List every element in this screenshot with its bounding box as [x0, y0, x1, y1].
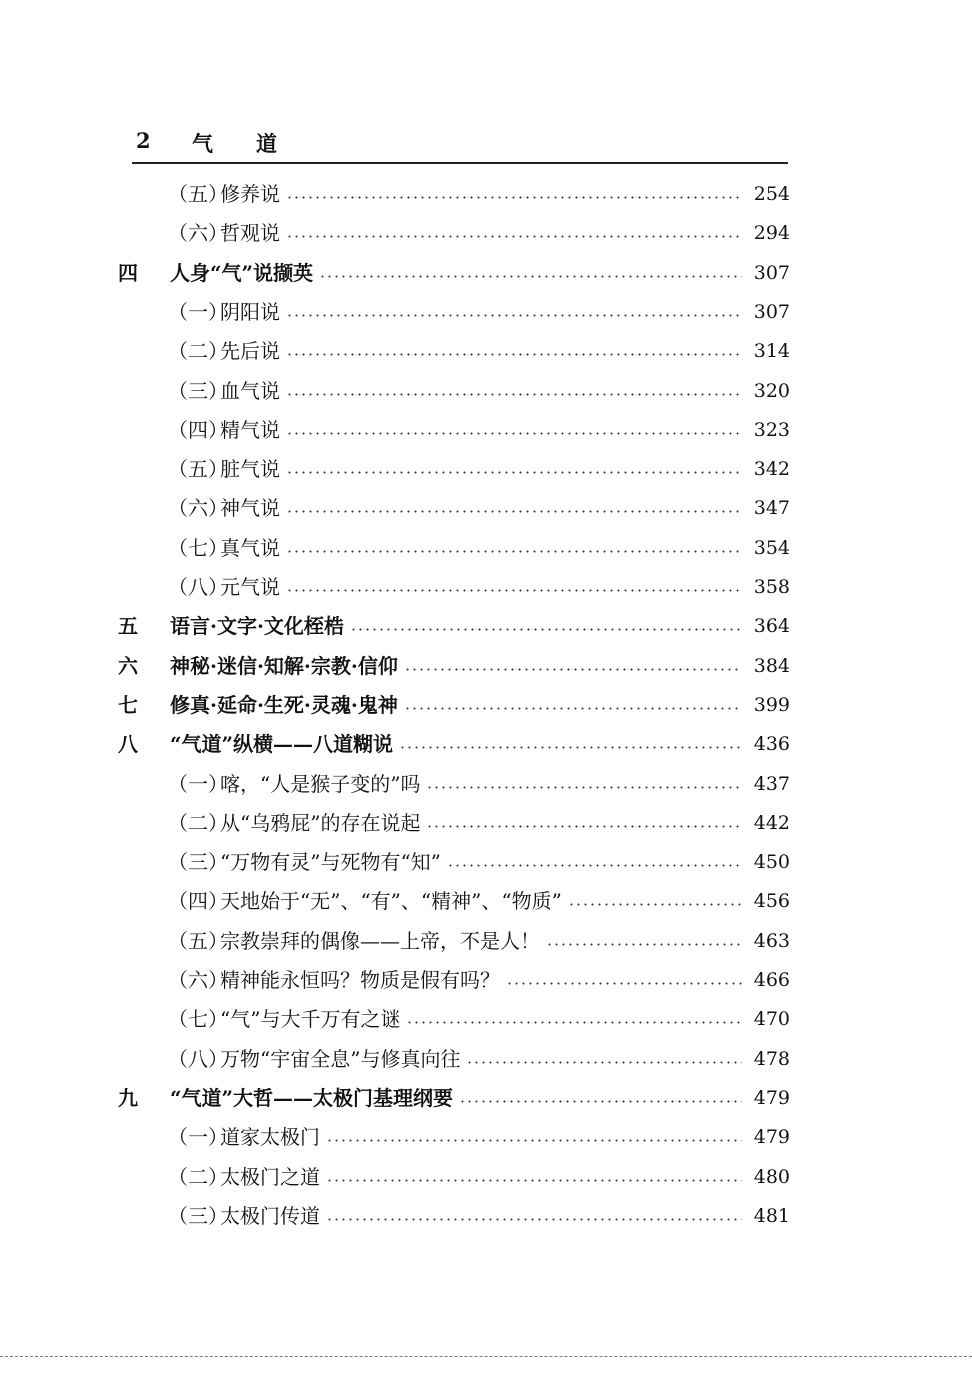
toc-section-entry [168, 414, 790, 446]
toc-chapter-entry [118, 689, 790, 721]
entry-number: （七） [168, 536, 228, 560]
entry-title: 太极门之道 [220, 1165, 320, 1189]
entry-number: 四 [118, 261, 138, 285]
entry-title: “万物有灵”与死物有“知” [220, 850, 441, 874]
entry-number: （二） [168, 1165, 228, 1189]
entry-page-number: 384 [753, 655, 790, 677]
toc-section-entry [168, 885, 790, 917]
toc-section-entry [168, 335, 790, 367]
dot-leader [568, 903, 742, 906]
dot-leader [426, 825, 742, 828]
entry-number: （三） [168, 1204, 228, 1228]
entry-title: 阴阳说 [220, 300, 280, 324]
entry-title: 天地始于“无”、“有”、“精神”、“物质” [220, 889, 562, 913]
entry-page-number: 479 [753, 1087, 790, 1109]
entry-page-number: 307 [753, 262, 790, 284]
dot-leader [350, 628, 742, 631]
dot-leader [286, 235, 742, 238]
dot-leader [426, 786, 742, 789]
entry-title: 从“乌鸦屁”的存在说起 [220, 811, 421, 835]
entry-page-number: 466 [753, 969, 790, 991]
toc-section-entry [168, 768, 790, 800]
toc-section-entry [168, 375, 790, 407]
entry-title: 哲观说 [220, 221, 280, 245]
entry-title: 先后说 [220, 339, 280, 363]
toc-chapter-entry [118, 1082, 790, 1114]
entry-title: 语言·文字·文化桎梏 [170, 614, 344, 638]
entry-page-number: 463 [753, 930, 790, 952]
entry-page-number: 478 [753, 1048, 790, 1070]
toc-section-entry [168, 1043, 790, 1075]
toc-chapter-entry [118, 257, 790, 289]
dot-leader [286, 393, 742, 396]
entry-number: 九 [118, 1086, 138, 1110]
dot-leader [404, 707, 742, 710]
toc-section-entry [168, 807, 790, 839]
toc-section-entry [168, 532, 790, 564]
entry-number: （一） [168, 772, 228, 796]
entry-page-number: 323 [753, 419, 790, 441]
entry-page-number: 481 [753, 1205, 790, 1227]
dot-leader [286, 314, 742, 317]
dot-leader [286, 510, 742, 513]
entry-title: 人身“气”说撷英 [170, 261, 314, 285]
toc-chapter-entry [118, 650, 790, 682]
entry-number: （七） [168, 1007, 228, 1031]
entry-page-number: 442 [753, 812, 790, 834]
dot-leader [319, 275, 742, 278]
dot-leader [286, 432, 742, 435]
entry-page-number: 307 [753, 301, 790, 323]
entry-number: 五 [118, 614, 138, 638]
entry-page-number: 399 [753, 694, 790, 716]
entry-number: （八） [168, 1047, 228, 1071]
dot-leader [286, 196, 742, 199]
dot-leader [399, 746, 742, 749]
dot-leader [447, 864, 742, 867]
dot-leader [326, 1179, 742, 1182]
entry-page-number: 254 [753, 183, 790, 205]
header-title-char-1: 气 [192, 131, 213, 156]
dot-leader [326, 1218, 742, 1221]
entry-page-number: 480 [753, 1166, 790, 1188]
entry-page-number: 450 [753, 851, 790, 873]
header-rule [132, 162, 788, 164]
entry-page-number: 456 [753, 890, 790, 912]
entry-title: 喀，“人是猴子变的”吗 [220, 772, 421, 796]
entry-number: （二） [168, 811, 228, 835]
entry-number: 七 [118, 693, 138, 717]
entry-title: 血气说 [220, 379, 280, 403]
toc-section-entry [168, 846, 790, 878]
toc-section-entry [168, 1200, 790, 1232]
entry-number: （三） [168, 379, 228, 403]
toc-section-entry [168, 453, 790, 485]
entry-page-number: 436 [753, 733, 790, 755]
entry-title: “气道”大哲——太极门基理纲要 [170, 1086, 454, 1110]
entry-page-number: 364 [753, 615, 790, 637]
entry-title: 神秘·迷信·知解·宗教·信仰 [170, 654, 398, 678]
dot-leader [406, 1021, 742, 1024]
entry-number: （五） [168, 182, 228, 206]
entry-page-number: 314 [753, 340, 790, 362]
entry-page-number: 358 [753, 576, 790, 598]
entry-number: （一） [168, 1125, 228, 1149]
page-bottom-edge [0, 1356, 972, 1357]
entry-title: 精气说 [220, 418, 280, 442]
entry-page-number: 479 [753, 1126, 790, 1148]
toc-section-entry [168, 925, 790, 957]
entry-number: （六） [168, 221, 228, 245]
entry-number: （六） [168, 496, 228, 520]
entry-number: （八） [168, 575, 228, 599]
page-header [132, 126, 792, 160]
entry-number: 八 [118, 732, 138, 756]
entry-title: 修真·延命·生死·灵魂·鬼神 [170, 693, 398, 717]
header-title-char-2: 道 [256, 131, 277, 156]
entry-number: （一） [168, 300, 228, 324]
header-page-number: 2 [136, 128, 151, 153]
toc-chapter-entry [118, 610, 790, 642]
entry-title: 宗教崇拜的偶像——上帝，不是人！ [220, 929, 540, 953]
entry-title: 精神能永恒吗？物质是假有吗？ [220, 968, 500, 992]
entry-page-number: 437 [753, 773, 790, 795]
entry-number: （五） [168, 929, 228, 953]
dot-leader [459, 1100, 742, 1103]
dot-leader [326, 1139, 742, 1142]
dot-leader [286, 353, 742, 356]
entry-number: （二） [168, 339, 228, 363]
entry-number: 六 [118, 654, 138, 678]
toc-section-entry [168, 1121, 790, 1153]
entry-page-number: 342 [753, 458, 790, 480]
dot-leader [506, 982, 742, 985]
toc-section-entry [168, 178, 790, 210]
entry-number: （四） [168, 889, 228, 913]
entry-page-number: 354 [753, 537, 790, 559]
dot-leader [404, 668, 742, 671]
entry-page-number: 294 [753, 222, 790, 244]
entry-title: 修养说 [220, 182, 280, 206]
entry-page-number: 347 [753, 497, 790, 519]
entry-title: 神气说 [220, 496, 280, 520]
entry-number: （四） [168, 418, 228, 442]
entry-title: “气道”纵横——八道糊说 [170, 732, 394, 756]
toc-section-entry [168, 964, 790, 996]
entry-title: 真气说 [220, 536, 280, 560]
entry-number: （五） [168, 457, 228, 481]
entry-title: 元气说 [220, 575, 280, 599]
entry-number: （六） [168, 968, 228, 992]
dot-leader [546, 943, 742, 946]
dot-leader [466, 1061, 742, 1064]
entry-title: 道家太极门 [220, 1125, 320, 1149]
dot-leader [286, 471, 742, 474]
toc-section-entry [168, 296, 790, 328]
toc-section-entry [168, 1003, 790, 1035]
toc-section-entry [168, 492, 790, 524]
entry-page-number: 470 [753, 1008, 790, 1030]
entry-title: “气”与大千万有之谜 [220, 1007, 401, 1031]
toc-chapter-entry [118, 728, 790, 760]
dot-leader [286, 589, 742, 592]
entry-title: 太极门传道 [220, 1204, 320, 1228]
toc-section-entry [168, 217, 790, 249]
dot-leader [286, 550, 742, 553]
entry-page-number: 320 [753, 380, 790, 402]
toc-section-entry [168, 571, 790, 603]
entry-number: （三） [168, 850, 228, 874]
entry-title: 万物“宇宙全息”与修真向往 [220, 1047, 461, 1071]
toc-section-entry [168, 1161, 790, 1193]
entry-title: 脏气说 [220, 457, 280, 481]
